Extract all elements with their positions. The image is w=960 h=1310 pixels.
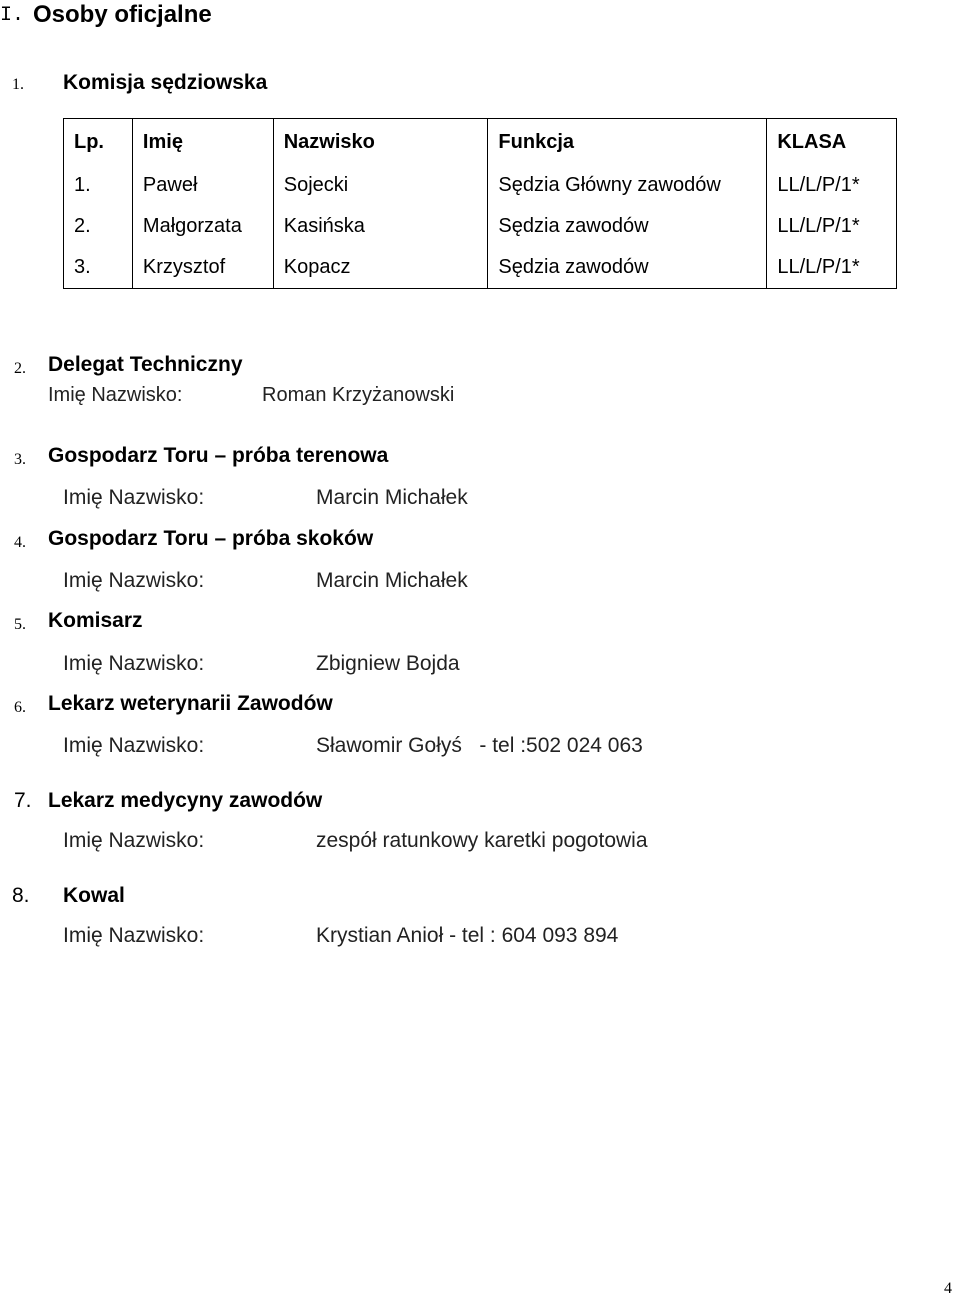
page-number: 4 (944, 1280, 952, 1297)
section-6-number: 6. (14, 699, 26, 716)
section-3-value: Marcin Michałek (316, 486, 468, 509)
cell-imie: Krzysztof (132, 247, 273, 289)
cell-imie: Małgorzata (132, 206, 273, 247)
section-2-label: Imię Nazwisko: (48, 384, 183, 406)
cell-klasa: LL/L/P/1* (767, 206, 897, 247)
table-header-row (64, 119, 897, 166)
cell-funkcja: Sędzia zawodów (488, 206, 767, 247)
section-5-label: Imię Nazwisko: (63, 652, 205, 675)
section-5-title: Komisarz (48, 609, 143, 632)
cell-lp: 2. (64, 206, 133, 247)
judges-table (63, 118, 897, 289)
section-4-value: Marcin Michałek (316, 569, 468, 592)
column-header-imie: Imię (132, 119, 273, 166)
table-row (64, 165, 897, 206)
table-row (64, 206, 897, 247)
section-6-value: Sławomir Gołyś - tel :502 024 063 (316, 734, 643, 757)
cell-klasa: LL/L/P/1* (767, 165, 897, 206)
section-7-number: 7. (14, 789, 32, 812)
section-2-title: Delegat Techniczny (48, 353, 243, 376)
cell-nazwisko: Kopacz (273, 247, 488, 289)
section-6-title: Lekarz weterynarii Zawodów (48, 692, 333, 715)
page-title: Osoby oficjalne (33, 1, 212, 28)
cell-nazwisko: Kasińska (273, 206, 488, 247)
section-7-title: Lekarz medycyny zawodów (48, 789, 323, 812)
column-header-nazwisko: Nazwisko (273, 119, 488, 166)
section-8-label: Imię Nazwisko: (63, 924, 205, 947)
column-header-funkcja: Funkcja (488, 119, 767, 166)
column-header-lp: Lp. (64, 119, 133, 166)
section-5-number: 5. (14, 616, 26, 633)
cell-funkcja: Sędzia zawodów (488, 247, 767, 289)
section-1-number: 1. (12, 76, 24, 93)
cell-imie: Paweł (132, 165, 273, 206)
section-5-value: Zbigniew Bojda (316, 652, 460, 675)
cell-nazwisko: Sojecki (273, 165, 488, 206)
table-row (64, 247, 897, 289)
section-3-title: Gospodarz Toru – próba terenowa (48, 444, 389, 467)
section-4-label: Imię Nazwisko: (63, 569, 205, 592)
section-2-number: 2. (14, 360, 26, 377)
section-8-title: Kowal (63, 884, 125, 907)
section-3-number: 3. (14, 451, 26, 468)
cell-lp: 3. (64, 247, 133, 289)
section-1-title: Komisja sędziowska (63, 71, 268, 94)
section-7-label: Imię Nazwisko: (63, 829, 205, 852)
section-2-value: Roman Krzyżanowski (262, 384, 455, 406)
header-numeral: I. (0, 4, 25, 27)
section-4-title: Gospodarz Toru – próba skoków (48, 527, 374, 550)
section-8-value: Krystian Anioł - tel : 604 093 894 (316, 924, 619, 947)
cell-klasa: LL/L/P/1* (767, 247, 897, 289)
section-3-label: Imię Nazwisko: (63, 486, 205, 509)
section-6-label: Imię Nazwisko: (63, 734, 205, 757)
section-8-number: 8. (12, 884, 30, 907)
section-7-value: zespół ratunkowy karetki pogotowia (316, 829, 648, 852)
section-4-number: 4. (14, 534, 26, 551)
cell-funkcja: Sędzia Główny zawodów (488, 165, 767, 206)
cell-lp: 1. (64, 165, 133, 206)
column-header-klasa: KLASA (767, 119, 897, 166)
